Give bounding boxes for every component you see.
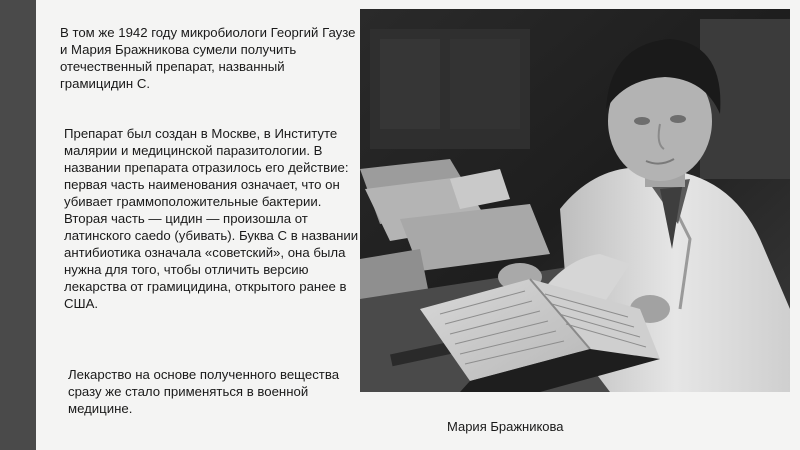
left-accent-bar <box>0 0 36 450</box>
portrait-photo <box>360 9 790 392</box>
intro-paragraph: В том же 1942 году микробиологи Георгий Гаузе и Мария Бражникова сумели получить отечественный препарат, названный грамицидин С. <box>60 25 356 91</box>
photo-caption: Мария Бражникова <box>447 419 564 434</box>
description-paragraph: Препарат был создан в Москве, в Институте малярии и медицинской паразитологии. В названии препарата отразилось его действие: первая часть наименования означает, что он убивает граммоположительные бактерии. Вторая часть — цидин — произошла от латинского caedo (убивать). Буква С в названии антибиотика означала «советский», она была нужна для того, чтобы отличить версию лекарства от грамицидина, открытого ранее в США. <box>64 126 359 311</box>
slide <box>36 0 800 450</box>
conclusion-paragraph: Лекарство на основе полученного вещества сразу же стало применяться в военной медицине. <box>68 367 340 416</box>
